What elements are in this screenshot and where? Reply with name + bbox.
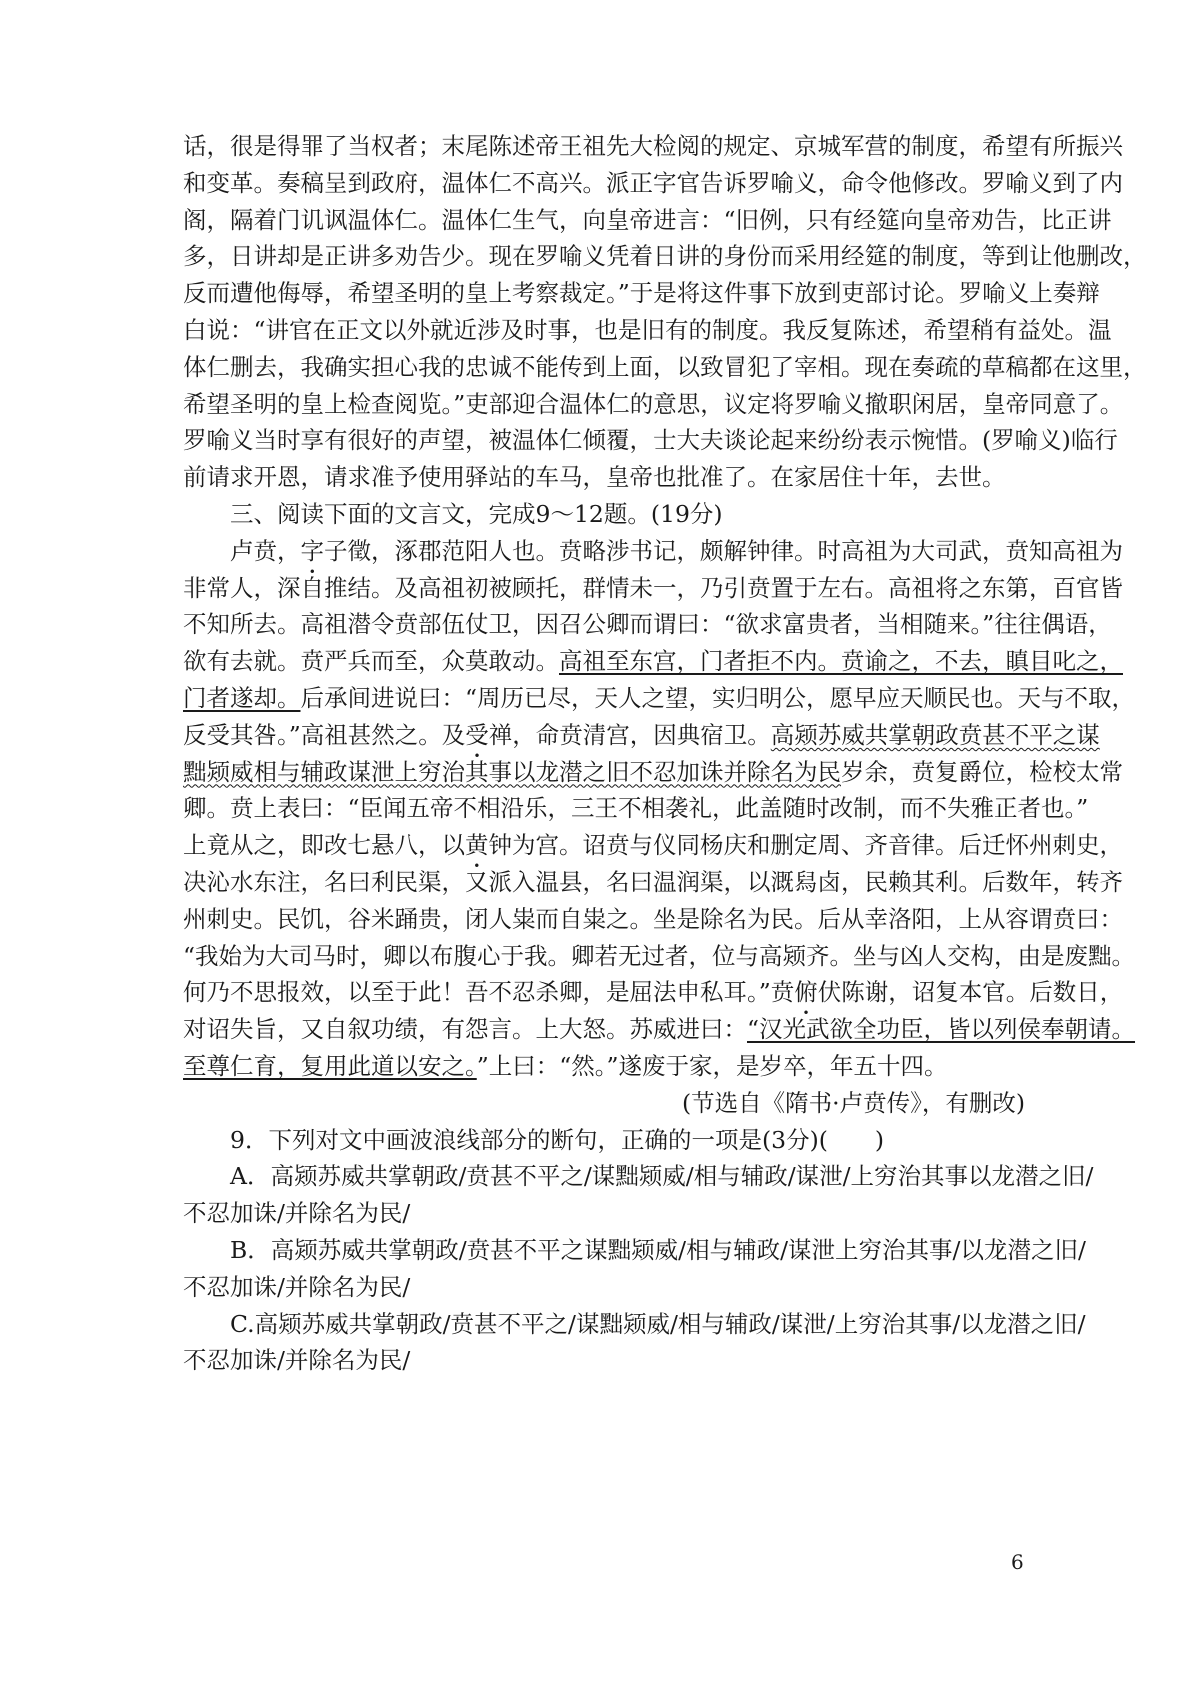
passage-line <box>183 717 1100 754</box>
text-line <box>183 128 1123 165</box>
text-segment: 9．下列对文中画波浪线部分的断句，正确的一项是(3分)( ) <box>230 1125 885 1154</box>
text-segment: 不忍加诛/并除名为民/ <box>183 1199 411 1228</box>
passage-line <box>183 606 1112 643</box>
text-segment: 罗喻义当时享有很好的声望，被温体仁倾覆，士大夫谈论起来纷纷表示惋惜。(罗喻义)临行 <box>183 426 1118 455</box>
option-a <box>183 1158 1094 1195</box>
text-segment: 上竟从之，即改七悬八，以 <box>183 831 465 860</box>
passage-line <box>183 754 1123 791</box>
text-segment: 伏陈谢，诏复本官。后数日， <box>817 978 1124 1007</box>
passage-line <box>183 938 1136 975</box>
text-segment: 非常人，深自推结。及高祖初被顾托，群情未一，乃引贲置于左右。高祖将之东第，百官皆 <box>183 573 1123 602</box>
text-segment: “我始为大司马时，卿以布腹心于我。卿若无过者，位与高颎齐。坐与凶人交构，由是废黜。 <box>183 941 1136 970</box>
text-segment: 不忍加诛/并除名为民/ <box>183 1272 411 1301</box>
text-segment: 前请求开恩，请求准予使用驿站的车马，皇帝也批准了。在家居住十年，去世。 <box>183 463 1006 492</box>
text-segment: 反受其咎。”高祖甚然之。及 <box>183 720 466 749</box>
text-segment: (节选自《隋书·卢贲传》，有删改) <box>681 1088 1025 1117</box>
passage-line <box>183 974 1124 1011</box>
text-line <box>183 165 1123 202</box>
text-segment: B．高颎苏威共掌朝政/贲甚不平之谋黜颎威/相与辅政/谋泄上穷治其事/以龙潜之旧/ <box>230 1235 1086 1264</box>
text-segment: 高祖至东宫，门者拒不内。贲谕之，不去，瞋目叱之， <box>559 647 1123 676</box>
text-segment: 话，很是得罪了当权者；末尾陈述帝王祖先大检阅的规定、京城军营的制度，希望有所振兴 <box>183 132 1123 160</box>
text-segment: 州刺史。民饥，谷米踊贵，闭人粜而自粜之。坐是除名为民。后从幸洛阳，上从容谓贲曰： <box>183 904 1123 933</box>
text-segment: 受 <box>465 720 489 749</box>
passage-line <box>183 680 1136 717</box>
text-segment: 黄 <box>465 831 489 860</box>
text-line <box>183 386 1124 423</box>
question-stem <box>183 1122 1025 1159</box>
option-b-continued <box>183 1269 1025 1306</box>
text-line <box>183 349 1147 386</box>
text-segment: 卢贲， <box>230 536 301 565</box>
text-segment: 不知所去。高祖潜令贲部伍仗卫，因召公卿而谓曰：“欲求富贵者，当相随来。”往往偶语， <box>183 610 1112 639</box>
text-segment: 反而遭他侮辱，希望圣明的皇上考察裁定。”于是将这件事下放到吏部讨论。罗喻义上奏辩 <box>183 279 1100 308</box>
text-segment: C.高颎苏威共掌朝政/贲甚不平之/谋黜颎威/相与辅政/谋泄/上穷治其事/以龙潜之旧/ <box>230 1309 1086 1338</box>
text-segment: 三、阅读下面的文言文，完成9～12题。(19分) <box>230 499 723 528</box>
option-c-continued <box>183 1342 1025 1379</box>
text-segment: 岁余，贲复爵位，检校太常 <box>841 757 1123 786</box>
text-line <box>183 422 1118 459</box>
passage-line <box>183 533 1123 570</box>
text-segment: A．高颎苏威共掌朝政/贲甚不平之/谋黜颎威/相与辅政/谋泄/上穷治其事以龙潜之旧/ <box>230 1162 1094 1191</box>
section-heading <box>183 496 1025 533</box>
passage-line <box>183 864 1123 901</box>
text-segment: 黜颎威相与辅政谋泄上穷治其事以龙潜之旧不忍加诛并除名为民 <box>183 757 841 786</box>
text-segment: 不忍加诛/并除名为民/ <box>183 1346 411 1375</box>
text-line <box>183 459 1025 496</box>
text-segment: ”上曰：“然。”遂废于家，是岁卒，年五十四。 <box>476 1051 948 1080</box>
text-segment: 多，日讲却是正讲多劝告少。现在罗喻义凭着日讲的身份而采用经筵的制度，等到让他删改， <box>183 242 1147 271</box>
text-segment: 对诏失旨，又自叙功绩，有怨言。上大怒。苏威进曰： <box>183 1015 747 1044</box>
text-segment: 阁，隔着门讥讽温体仁。温体仁生气，向皇帝进言：“旧例，只有经筵向皇帝劝告，比正讲 <box>183 205 1112 234</box>
text-segment: 门者遂却。 <box>183 683 301 712</box>
text-line <box>183 312 1112 349</box>
text-segment: 体仁删去，我确实担心我的忠诚不能传到上面，以致冒犯了宰相。现在奏疏的草稿都在这里， <box>183 352 1147 381</box>
text-segment: “汉光武欲全功臣，皆以列侯奉朝请。 <box>747 1015 1136 1044</box>
passage-line <box>183 790 1089 827</box>
text-line <box>183 238 1147 275</box>
option-b <box>183 1232 1086 1269</box>
passage-line <box>183 643 1123 680</box>
text-segment: 禅，命贲清宫，因典宿卫。 <box>488 720 771 749</box>
passage-line <box>183 1048 1025 1085</box>
text-segment: 卿。贲上表曰：“臣闻五帝不相沿乐，三王不相袭礼，此盖随时改制，而不失雅正者也。” <box>183 794 1089 823</box>
passage-line <box>183 570 1123 607</box>
text-segment: 欲有去就。贲严兵而至，众莫敢动。 <box>183 647 559 676</box>
text-segment: 后承间进说曰：“周历已尽，天人之望，实归明公，愿早应天顺民也。天与不取， <box>300 683 1136 712</box>
passage-line <box>183 901 1123 938</box>
text-segment: 白说：“讲官在正文以外就近涉及时事，也是旧有的制度。我反复陈述，希望稍有益处。温 <box>183 315 1112 344</box>
text-line <box>183 275 1100 312</box>
text-segment: 决沁水东注，名曰利民渠，又派入温县，名曰温润渠，以溉舄卤，民赖其利。后数年，转齐 <box>183 867 1123 896</box>
text-segment: 高颎苏威共掌朝政贲甚不平之谋 <box>770 720 1100 749</box>
text-segment: 希望圣明的皇上检查阅览。”吏部迎合温体仁的意思，议定将罗喻义撤职闲居，皇帝同意了。 <box>183 389 1124 418</box>
option-c <box>183 1306 1086 1343</box>
passage-line <box>183 1011 1136 1048</box>
text-segment: 至尊仁育，复用此道以安之。 <box>183 1051 477 1080</box>
text-segment: 何乃不思报效，以至于此！吾不忍杀卿，是屈法申私耳。”贲 <box>183 978 795 1007</box>
option-a-continued <box>183 1195 1025 1232</box>
text-segment: 钟为宫。诏贲与仪同杨庆和删定周、齐音律。后迁怀州刺史， <box>488 831 1123 860</box>
text-segment: 俯 <box>794 978 818 1007</box>
page-number: 6 <box>1011 1550 1024 1574</box>
text-line <box>183 202 1112 239</box>
passage-line <box>183 827 1123 864</box>
document-body <box>183 128 1147 1379</box>
text-segment: 子徵，涿郡范阳人也。贲略涉书记，颇解钟律。时高祖为大司武，贲知高祖为 <box>324 536 1123 565</box>
source-citation <box>183 1085 1025 1122</box>
text-segment: 字 <box>300 536 324 565</box>
text-segment: 和变革。奏稿呈到政府，温体仁不高兴。派正字官告诉罗喻义，命令他修改。罗喻义到了内 <box>183 168 1123 197</box>
